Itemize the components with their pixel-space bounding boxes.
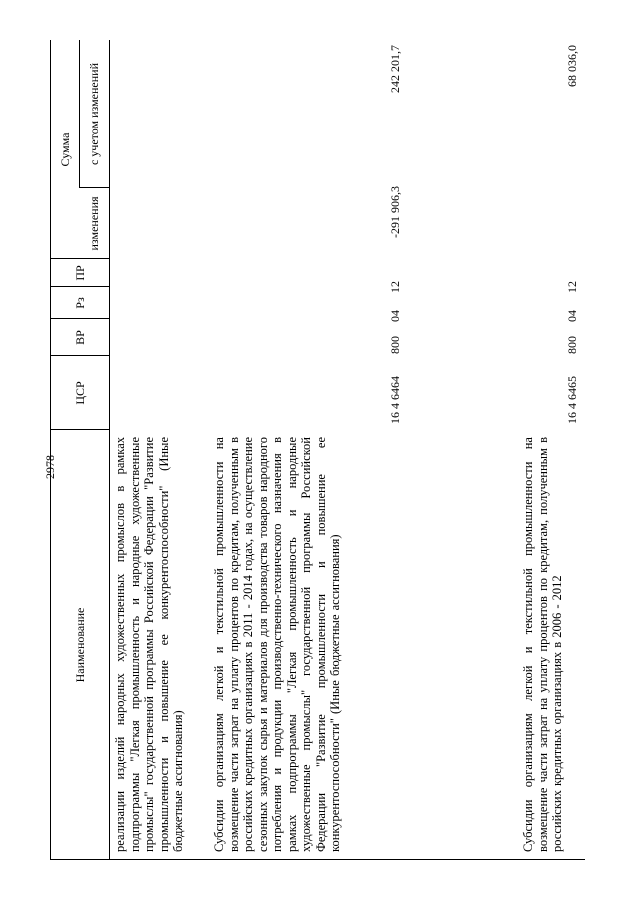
row-2-pr: 12 <box>388 281 402 293</box>
header-csr: ЦСР <box>72 381 87 405</box>
budget-table <box>50 40 585 860</box>
header-name: Наименование <box>72 607 87 683</box>
header-vr: ВР <box>72 330 87 345</box>
header-pr: ПР <box>72 265 87 281</box>
row-3-with-changes: 68 036,0 <box>565 45 579 87</box>
row-2-csr: 16 4 6464 <box>388 376 402 424</box>
row-1-name: реализации изделий народных художественных промыслов в рамках подпрограммы "Легкая промышленность и народные художественные промыслы" государственной программы Российской Федерации "Развитие промышленности и повышение ее конкурентоспособности" (Иные бюджетные ассигнования) <box>113 437 185 852</box>
row-3-name: Субсидии организациям легкой и текстильной промышленности на возмещение части затрат на уплату процентов по кредитам, полученным в российских кредитных организациях в 2006 - 2012 <box>521 437 564 852</box>
row-2-with-changes: 242 201,7 <box>388 45 402 93</box>
row-2-vr: 800 <box>388 336 402 354</box>
header-bottom-border <box>109 40 110 860</box>
header-with-changes: с учетом изменений <box>87 62 101 166</box>
header-changes: изменения <box>87 196 101 251</box>
left-border <box>50 859 585 860</box>
row-3-rz: 04 <box>565 310 579 322</box>
row-3-vr: 800 <box>565 336 579 354</box>
row-3-csr: 16 4 6465 <box>565 376 579 424</box>
row-2-rz: 04 <box>388 310 402 322</box>
header-sum: Сумма <box>57 132 72 167</box>
header-rz: Рз <box>72 297 87 309</box>
row-2-changes: -291 906,3 <box>388 186 402 238</box>
row-2-name: Субсидии организациям легкой и текстильной промышленности на возмещение части затрат на уплату процентов по кредитам, полученным в российских кредитных организациях в 2011 - 2014 годах, на осуществление сезонных закупок сырья и материалов для производства товаров народного потребления и продукции производственно-технического назначения в рамках подпрограммы "Легкая промышленность и народные художественные промыслы" государственной программы Российской Федерации "Развитие промышленности и повышение ее конкурентоспособности" (Иные бюджетные ассигнования) <box>212 437 342 852</box>
page-number: 2978 <box>43 455 57 479</box>
row-3-pr: 12 <box>565 281 579 293</box>
